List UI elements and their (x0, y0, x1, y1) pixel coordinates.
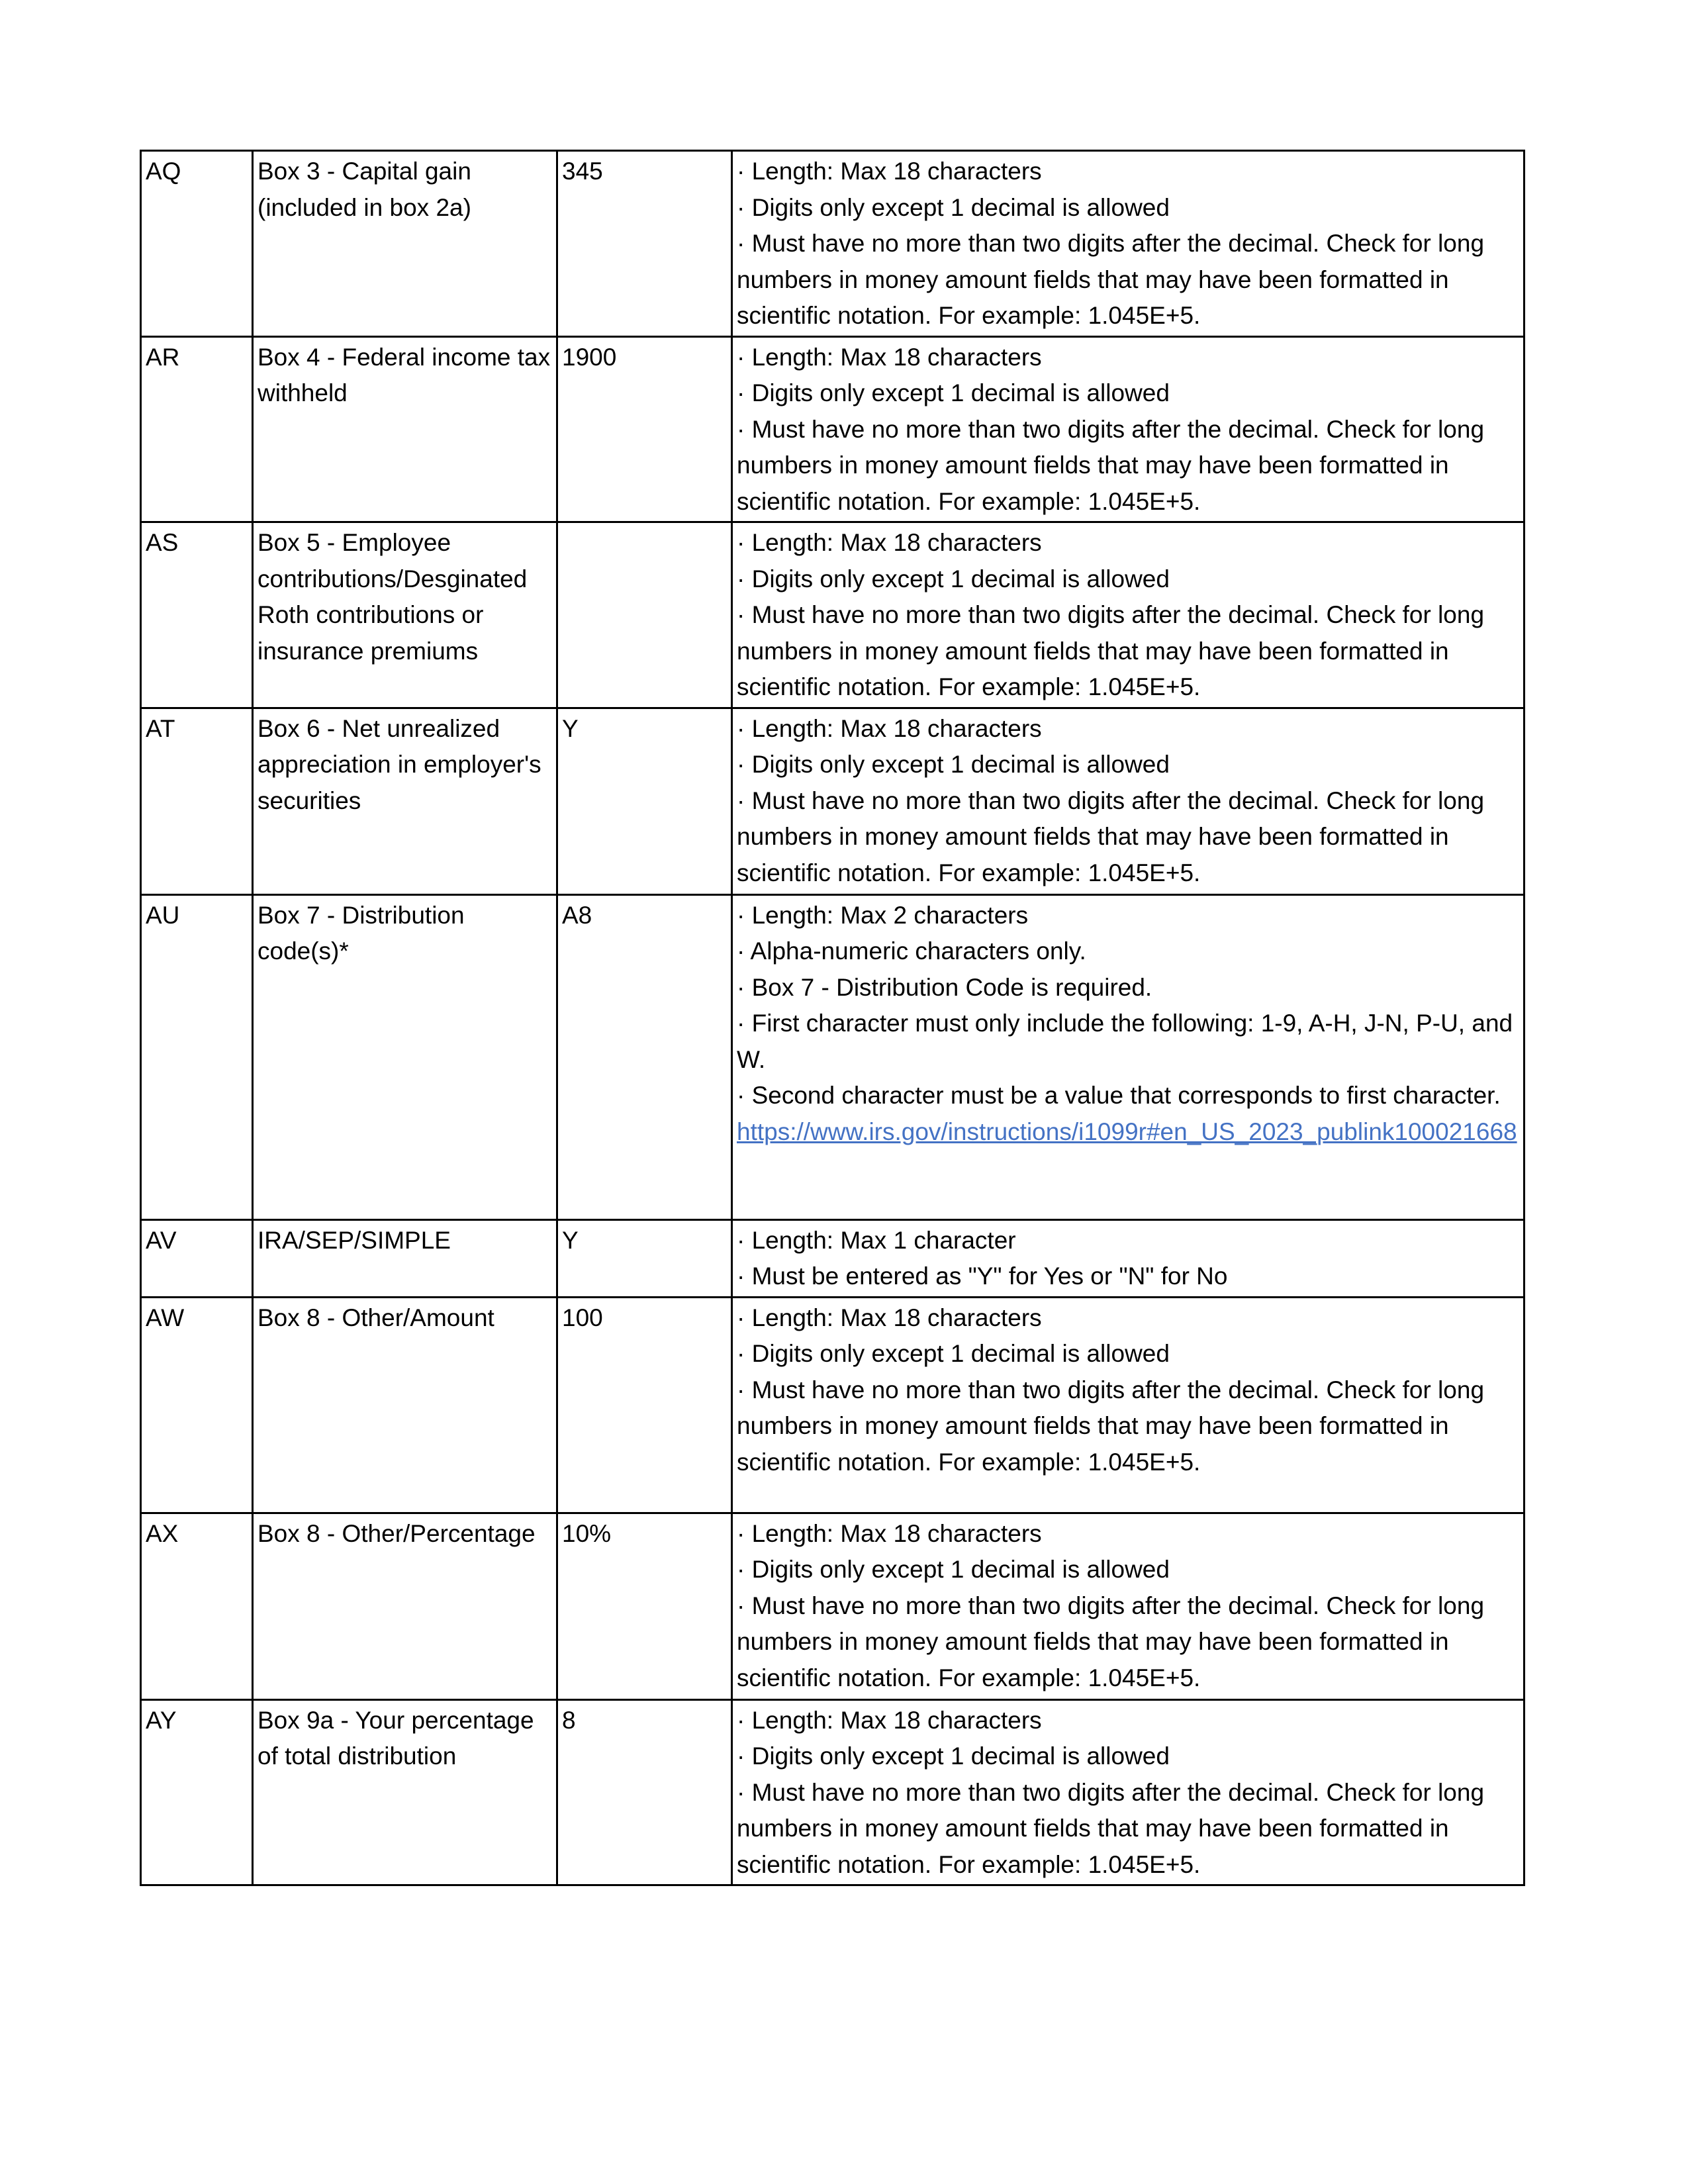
column-letter-cell: AT (141, 708, 253, 894)
field-name-cell: Box 8 - Other/Percentage (253, 1513, 557, 1699)
validation-rules-cell (732, 522, 1524, 708)
rule-line: · Must have no more than two digits after the decimal. Check for long numbers in money amount fields that may have been formatted in scientific notation. For example: 1.045E+5. (737, 1591, 1485, 1691)
rule-line: · First character must only include the following: 1-9, A-H, J-N, P-U, and W. (737, 1010, 1513, 1073)
rule-line: · Digits only except 1 decimal is allowed (737, 379, 1170, 406)
table-row (141, 522, 1524, 708)
sample-value-cell: 100 (557, 1297, 732, 1513)
rule-line: · Must have no more than two digits after the decimal. Check for long numbers in money amount fields that may have been formatted in scientific notation. For example: 1.045E+5. (737, 786, 1485, 886)
rule-line: · Digits only except 1 decimal is allowed (737, 1340, 1170, 1367)
rule-line: · Length: Max 18 characters (737, 343, 1042, 371)
rule-line: · Length: Max 2 characters (737, 901, 1029, 929)
table-row (141, 1699, 1524, 1885)
field-name-cell: Box 3 - Capital gain (included in box 2a) (253, 151, 557, 337)
rule-line: · Length: Max 18 characters (737, 714, 1042, 742)
rule-line: · Box 7 - Distribution Code is required. (737, 973, 1152, 1001)
rule-line: · Must have no more than two digits after the decimal. Check for long numbers in money amount fields that may have been formatted in scientific notation. For example: 1.045E+5. (737, 230, 1485, 329)
rule-line: · Digits only except 1 decimal is allowed (737, 1556, 1170, 1583)
table-row (141, 708, 1524, 894)
rule-line: · Second character must be a value that corresponds to first character. (737, 1082, 1501, 1109)
table-row (141, 894, 1524, 1219)
sample-value-cell: 345 (557, 151, 732, 337)
rule-line: · Length: Max 18 characters (737, 1304, 1042, 1331)
column-letter-cell: AQ (141, 151, 253, 337)
validation-rules-cell (732, 894, 1524, 1219)
sample-value-cell: 8 (557, 1699, 732, 1885)
sample-value-cell: 10% (557, 1513, 732, 1699)
validation-rules-cell (732, 1699, 1524, 1885)
field-name-cell: Box 6 - Net unrealized appreciation in employer's securities (253, 708, 557, 894)
column-letter-cell: AR (141, 336, 253, 522)
rule-line: · Must be entered as "Y" for Yes or "N" for No (737, 1262, 1228, 1290)
rule-line: · Digits only except 1 decimal is allowed (737, 193, 1170, 221)
rule-line: · Digits only except 1 decimal is allowed (737, 565, 1170, 593)
sample-value-cell (557, 522, 732, 708)
sample-value-cell: Y (557, 708, 732, 894)
rule-line: · Must have no more than two digits after the decimal. Check for long numbers in money amount fields that may have been formatted in scientific notation. For example: 1.045E+5. (737, 1778, 1485, 1878)
table-row (141, 151, 1524, 337)
sample-value-cell: Y (557, 1219, 732, 1297)
rule-line: · Must have no more than two digits after the decimal. Check for long numbers in money amount fields that may have been formatted in scientific notation. For example: 1.045E+5. (737, 415, 1485, 515)
rule-line: · Length: Max 18 characters (737, 1519, 1042, 1547)
table-row (141, 1297, 1524, 1513)
field-name-cell: Box 8 - Other/Amount (253, 1297, 557, 1513)
irs-instructions-link[interactable]: https://www.irs.gov/instructions/i1099r#en_US_2023_publink100021668 (737, 1117, 1517, 1145)
column-letter-cell: AV (141, 1219, 253, 1297)
rule-line: · Length: Max 18 characters (737, 529, 1042, 556)
field-name-cell: Box 7 - Distribution code(s)* (253, 894, 557, 1219)
rule-line: · Digits only except 1 decimal is allowed (737, 751, 1170, 778)
column-letter-cell: AX (141, 1513, 253, 1699)
column-letter-cell: AW (141, 1297, 253, 1513)
column-letter-cell: AY (141, 1699, 253, 1885)
table-row (141, 1513, 1524, 1699)
table-row (141, 1219, 1524, 1297)
column-letter-cell: AS (141, 522, 253, 708)
validation-rules-cell (732, 151, 1524, 337)
validation-rules-cell (732, 1219, 1524, 1297)
validation-rules-cell (732, 336, 1524, 522)
field-spec-table (140, 150, 1525, 1886)
field-name-cell: Box 9a - Your percentage of total distribution (253, 1699, 557, 1885)
sample-value-cell: 1900 (557, 336, 732, 522)
validation-rules-cell (732, 1513, 1524, 1699)
field-name-cell: Box 4 - Federal income tax withheld (253, 336, 557, 522)
field-name-cell: IRA/SEP/SIMPLE (253, 1219, 557, 1297)
validation-rules-cell (732, 708, 1524, 894)
rule-line: · Alpha-numeric characters only. (737, 937, 1086, 965)
rule-line: · Length: Max 18 characters (737, 158, 1042, 185)
field-name-cell: Box 5 - Employee contributions/Desginated Roth contributions or insurance premiums (253, 522, 557, 708)
field-spec-table-body (141, 151, 1524, 1885)
rule-line: · Must have no more than two digits after the decimal. Check for long numbers in money amount fields that may have been formatted in scientific notation. For example: 1.045E+5. (737, 601, 1485, 700)
rule-line: · Must have no more than two digits after the decimal. Check for long numbers in money amount fields that may have been formatted in scientific notation. For example: 1.045E+5. (737, 1376, 1485, 1476)
validation-rules-cell (732, 1297, 1524, 1513)
table-row (141, 336, 1524, 522)
rule-line: · Digits only except 1 decimal is allowed (737, 1742, 1170, 1770)
column-letter-cell: AU (141, 894, 253, 1219)
rule-line: · Length: Max 1 character (737, 1226, 1016, 1254)
rule-line: · Length: Max 18 characters (737, 1706, 1042, 1734)
sample-value-cell: A8 (557, 894, 732, 1219)
